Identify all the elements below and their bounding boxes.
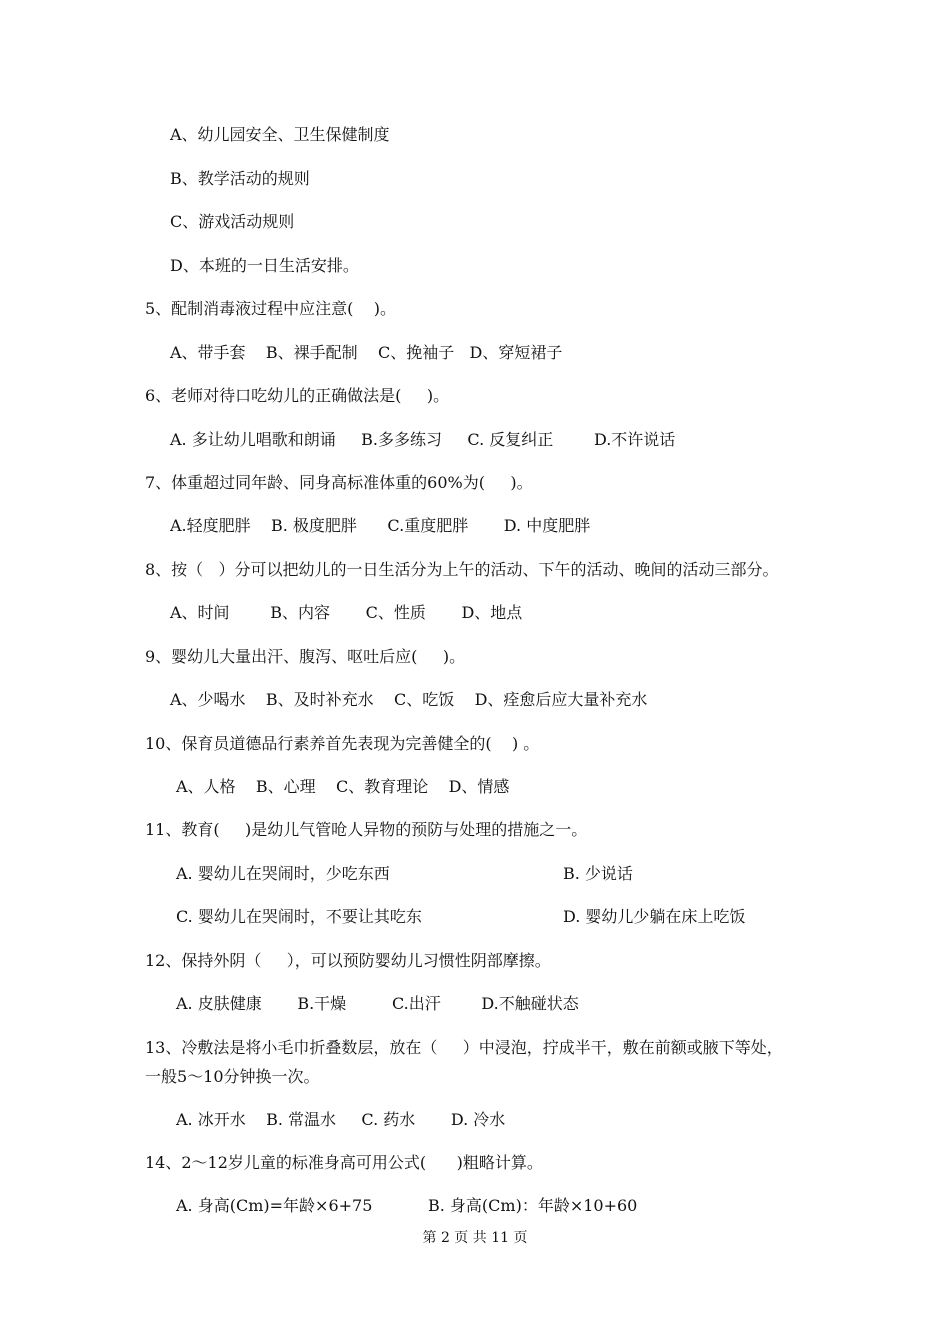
q10-stem: 10、保育员道德品行素养首先表现为完善健全的( ) 。: [145, 734, 540, 753]
q13-options: A. 冰开水 B. 常温水 C. 药水 D. 冷水: [176, 1110, 506, 1129]
q12-options: A. 皮肤健康 B.干燥 C.出汗 D.不触碰状态: [176, 994, 579, 1013]
page-footer: 第 2 页 共 11 页: [422, 1230, 528, 1246]
q14-stem: 14、2～12岁儿童的标准身高可用公式( )粗略计算。: [145, 1153, 543, 1172]
q11-option-b: B. 少说话: [563, 864, 633, 883]
q7-options: A.轻度肥胖 B. 极度肥胖 C.重度肥胖 D. 中度肥胖: [170, 516, 591, 535]
q11-option-a: A. 婴幼儿在哭闹时，少吃东西: [176, 864, 390, 883]
q8-options: A、时间 B、内容 C、性质 D、地点: [170, 603, 523, 622]
q9-stem: 9、婴幼儿大量出汗、腹泻、呕吐后应( )。: [145, 647, 466, 666]
q6-stem: 6、老师对待口吃幼儿的正确做法是( )。: [145, 386, 450, 405]
q11-option-d: D. 婴幼儿少躺在床上吃饭: [563, 907, 746, 926]
q11-stem: 11、教育( )是幼儿气管呛人异物的预防与处理的措施之一。: [145, 820, 588, 839]
q4-option-a: A、幼儿园安全、卫生保健制度: [170, 125, 390, 144]
q10-options: A、人格 B、心理 C、教育理论 D、情感: [176, 777, 510, 796]
q4-option-b: B、教学活动的规则: [170, 169, 310, 188]
q13-stem-line1: 13、冷敷法是将小毛巾折叠数层，放在（ ）中浸泡，拧成半干，敷在前额或腋下等处，: [145, 1038, 783, 1057]
q13-stem-line2: 一般5～10分钟换一次。: [145, 1067, 320, 1086]
q6-options: A. 多让幼儿唱歌和朗诵 B.多多练习 C. 反复纠正 D.不许说话: [170, 430, 676, 449]
q14-option-a: A. 身高(Cm)=年龄×6+75: [176, 1196, 373, 1215]
q9-options: A、少喝水 B、及时补充水 C、吃饭 D、痊愈后应大量补充水: [170, 690, 648, 709]
q4-option-c: C、游戏活动规则: [170, 212, 295, 231]
q14-option-b: B. 身高(Cm)：年龄×10+60: [428, 1196, 638, 1215]
q11-option-c: C. 婴幼儿在哭闹时，不要让其吃东: [176, 907, 422, 926]
q5-options: A、带手套 B、裸手配制 C、挽袖子 D、穿短裙子: [170, 343, 563, 362]
q5-stem: 5、配制消毒液过程中应注意( )。: [145, 299, 397, 318]
q12-stem: 12、保持外阴（ ），可以预防婴幼儿习惯性阴部摩擦。: [145, 951, 551, 970]
q4-option-d: D、本班的一日生活安排。: [170, 256, 359, 275]
q7-stem: 7、体重超过同年龄、同身高标准体重的60%为( )。: [145, 473, 533, 492]
q8-stem: 8、按（ ）分可以把幼儿的一日生活分为上午的活动、下午的活动、晚间的活动三部分。: [145, 560, 779, 579]
